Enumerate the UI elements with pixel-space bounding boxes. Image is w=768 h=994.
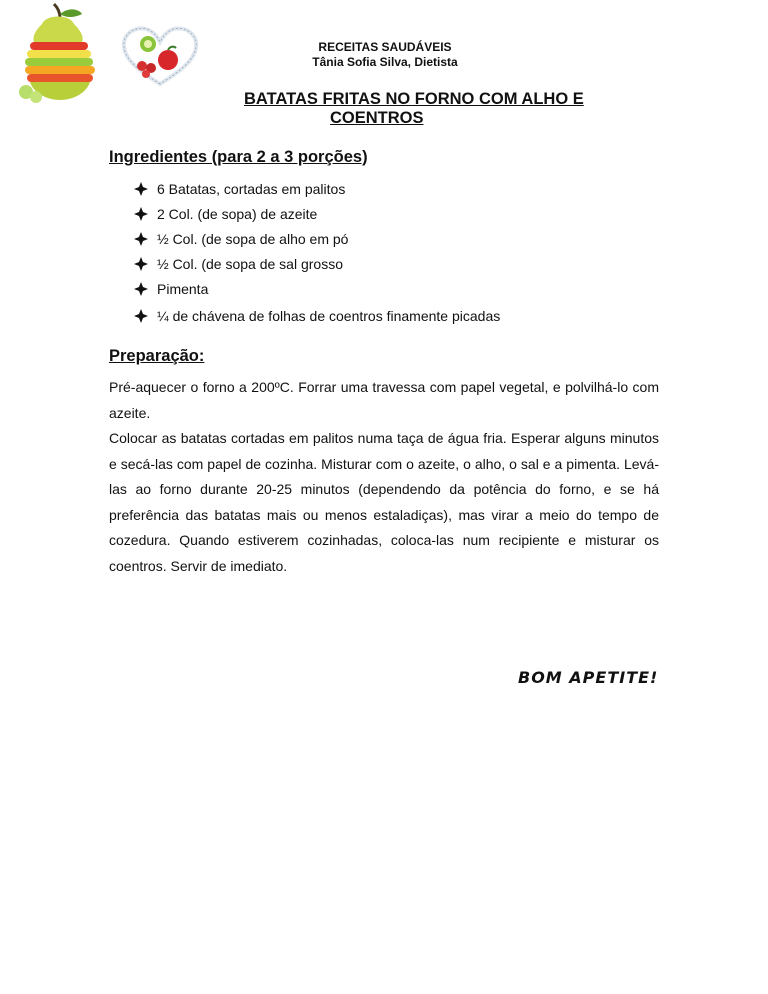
header-title: RECEITAS SAUDÁVEIS [318, 40, 452, 54]
ingredients-list [134, 176, 500, 328]
list-item: ¼ de chávena de folhas de coentros finamente picadas [134, 303, 500, 328]
diamond-bullet-icon [134, 257, 148, 271]
list-item: 2 Col. (de sopa) de azeite [134, 201, 500, 226]
diamond-bullet-icon [134, 309, 148, 323]
list-item: Pimenta [134, 276, 500, 301]
preparation-text [109, 375, 659, 579]
recipe-title [244, 90, 644, 128]
list-item: 6 Batatas, cortadas em palitos [134, 176, 500, 201]
preparation-paragraph: Colocar as batatas cortadas em palitos numa taça de água fria. Esperar alguns minutos e secá-las com papel de cozinha. Misturar com o azeite, o alho, o sal e a pimenta. Levá-las ao forno durante 20-25 minutos (dependendo da potência do forno, e se há preferência das batatas mais ou menos estaladiças), mas virar a meio do tempo de cozedura. Quando estiverem cozinhadas, coloca-las num recipiente e misturar os coentros. Servir de imediato. [109, 430, 659, 574]
diamond-bullet-icon [134, 182, 148, 196]
diamond-bullet-icon [134, 232, 148, 246]
recipe-title-line1: BATATAS FRITAS NO FORNO COM ALHO E [244, 90, 584, 108]
recipe-title-line2: COENTROS [330, 109, 424, 127]
diamond-bullet-icon [134, 207, 148, 221]
list-item: ½ Col. (de sopa de alho em pó [134, 226, 500, 251]
header-author: Tânia Sofia Silva, Dietista [312, 55, 458, 69]
sliced-pear-fruit-icon [12, 2, 104, 106]
preparation-heading: Preparação: [109, 347, 205, 365]
list-item: ½ Col. (de sopa de sal grosso [134, 251, 500, 276]
ingredients-heading: Ingredientes (para 2 a 3 porções) [109, 148, 368, 166]
heart-measuring-tape-fruits-icon [118, 22, 202, 88]
closing-message: BOM APETITE! [518, 668, 659, 687]
diamond-bullet-icon [134, 282, 148, 296]
document-header [250, 40, 520, 70]
preparation-paragraph: Pré-aquecer o forno a 200ºC. Forrar uma travessa com papel vegetal, e polvilhá-lo com azeite. [109, 379, 659, 421]
